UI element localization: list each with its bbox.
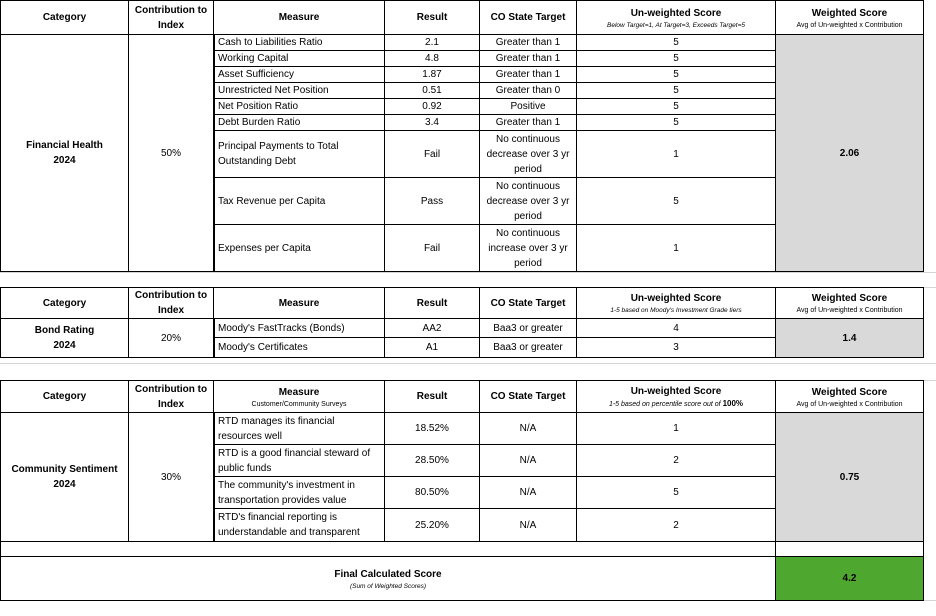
- result-cell: Fail: [385, 225, 480, 272]
- unweighted-score-cell: 4: [577, 319, 776, 338]
- header-weighted: [776, 0, 924, 35]
- unweighted-score-cell: 5: [577, 83, 776, 99]
- weighted-score-bond: 1.4: [776, 319, 924, 358]
- header-weighted: [776, 287, 924, 319]
- unweighted-score-cell: 1: [577, 225, 776, 272]
- target-cell: Greater than 0: [480, 83, 577, 99]
- header-measure-label: Measure: [278, 386, 320, 398]
- header-category: Category: [0, 380, 129, 413]
- header-unweighted-label: Un-weighted Score: [630, 7, 722, 19]
- spacer-row: [0, 542, 776, 557]
- result-cell: 3.4: [385, 115, 480, 131]
- header-weighted-label: Weighted Score: [811, 7, 888, 19]
- result-cell: Pass: [385, 178, 480, 225]
- unweighted-score-cell: 5: [577, 67, 776, 83]
- target-cell: Greater than 1: [480, 115, 577, 131]
- measure-cell: Debt Burden Ratio: [214, 115, 385, 131]
- result-cell: 4.8: [385, 51, 480, 67]
- header-unweighted: [577, 0, 776, 35]
- note-value: 100%: [722, 399, 744, 408]
- target-cell: N/A: [480, 509, 577, 542]
- target-cell: Positive: [480, 99, 577, 115]
- unweighted-score-cell: 5: [577, 115, 776, 131]
- unweighted-score-cell: 5: [577, 99, 776, 115]
- unweighted-score-cell: 1: [577, 131, 776, 178]
- header-unweighted-note: [609, 399, 743, 409]
- weighted-score-financial: 2.06: [776, 35, 924, 272]
- measure-cell: Moody's FastTracks (Bonds): [214, 319, 385, 338]
- header-unweighted-note: 1-5 based on Moody's Investment Grade tiers: [610, 307, 742, 314]
- header-contribution: Contribution to Index: [129, 287, 214, 319]
- measure-cell: Principal Payments to Total Outstanding Debt: [214, 131, 385, 178]
- header-target: CO State Target: [480, 380, 577, 413]
- header-measure: Measure: [214, 287, 385, 319]
- result-cell: 80.50%: [385, 477, 480, 509]
- header-target: CO State Target: [480, 0, 577, 35]
- result-cell: A1: [385, 338, 480, 358]
- category-year: 2024: [53, 479, 76, 490]
- measure-cell: Cash to Liabilities Ratio: [214, 35, 385, 51]
- result-cell: 0.92: [385, 99, 480, 115]
- gridline: [0, 272, 936, 273]
- header-unweighted-note: Below Target=1, At Target=3, Exceeds Target=5: [607, 21, 745, 29]
- measure-cell: RTD is a good financial steward of public funds: [214, 445, 385, 477]
- measure-cell: Unrestricted Net Position: [214, 83, 385, 99]
- measure-cell: Asset Sufficiency: [214, 67, 385, 83]
- target-cell: No continuous decrease over 3 yr period: [480, 131, 577, 178]
- result-cell: 28.50%: [385, 445, 480, 477]
- unweighted-score-cell: 5: [577, 477, 776, 509]
- header-weighted-note: Avg of Un-weighted x Contribution: [796, 400, 903, 408]
- unweighted-score-cell: 3: [577, 338, 776, 358]
- header-result: Result: [385, 0, 480, 35]
- unweighted-score-cell: 2: [577, 509, 776, 542]
- category-year: 2024: [53, 340, 76, 351]
- category-year: 2024: [53, 155, 76, 166]
- header-unweighted: [577, 287, 776, 319]
- header-category: Category: [0, 287, 129, 319]
- target-cell: Baa3 or greater: [480, 338, 577, 358]
- category-community-sentiment: [0, 413, 129, 542]
- target-cell: Greater than 1: [480, 67, 577, 83]
- unweighted-score-cell: 5: [577, 51, 776, 67]
- measure-cell: The community's investment in transportation provides value: [214, 477, 385, 509]
- unweighted-score-cell: 1: [577, 413, 776, 445]
- spacer-row-weighted: [776, 542, 924, 557]
- target-cell: Baa3 or greater: [480, 319, 577, 338]
- result-cell: 2.1: [385, 35, 480, 51]
- header-measure: Measure: [214, 0, 385, 35]
- target-cell: N/A: [480, 413, 577, 445]
- header-weighted: [776, 380, 924, 413]
- final-score-label-cell: [0, 557, 776, 601]
- header-weighted-label: Weighted Score: [811, 386, 888, 398]
- target-cell: No continuous decrease over 3 yr period: [480, 178, 577, 225]
- result-cell: Fail: [385, 131, 480, 178]
- result-cell: 25.20%: [385, 509, 480, 542]
- category-bond-rating: [0, 319, 129, 358]
- category-name: Bond Rating: [34, 325, 95, 336]
- final-score-value: 4.2: [776, 557, 924, 601]
- header-measure-note: Customer/Community Surveys: [251, 400, 347, 408]
- target-cell: Greater than 1: [480, 51, 577, 67]
- header-unweighted-label: Un-weighted Score: [630, 386, 722, 397]
- header-unweighted: [577, 380, 776, 413]
- header-target: CO State Target: [480, 287, 577, 319]
- target-cell: No continuous increase over 3 yr period: [480, 225, 577, 272]
- unweighted-score-cell: 2: [577, 445, 776, 477]
- header-result: Result: [385, 380, 480, 413]
- measure-cell: Working Capital: [214, 51, 385, 67]
- category-name: Community Sentiment: [11, 464, 118, 475]
- gridline: [0, 363, 936, 364]
- final-score-note: (Sum of Weighted Scores): [349, 582, 427, 590]
- result-cell: 18.52%: [385, 413, 480, 445]
- target-cell: N/A: [480, 477, 577, 509]
- result-cell: AA2: [385, 319, 480, 338]
- measure-cell: RTD manages its financial resources well: [214, 413, 385, 445]
- result-cell: 1.87: [385, 67, 480, 83]
- unweighted-score-cell: 5: [577, 35, 776, 51]
- result-cell: 0.51: [385, 83, 480, 99]
- final-score-label: Final Calculated Score: [334, 568, 442, 580]
- category-financial-health: [0, 35, 129, 272]
- note-prefix: 1-5 based on percentile score out of: [608, 401, 723, 408]
- header-result: Result: [385, 287, 480, 319]
- measure-cell: Moody's Certificates: [214, 338, 385, 358]
- header-measure: [214, 380, 385, 413]
- unweighted-score-cell: 5: [577, 178, 776, 225]
- target-cell: N/A: [480, 445, 577, 477]
- category-name: Financial Health: [26, 140, 103, 151]
- contribution-financial: 50%: [129, 35, 214, 272]
- header-unweighted-label: Un-weighted Score: [630, 293, 722, 304]
- header-weighted-note: Avg of Un-weighted x Contribution: [796, 21, 903, 29]
- measure-cell: RTD's financial reporting is understandable and transparent: [214, 509, 385, 542]
- header-category: Category: [0, 0, 129, 35]
- measure-cell: Expenses per Capita: [214, 225, 385, 272]
- header-weighted-note: Avg of Un-weighted x Contribution: [796, 307, 903, 314]
- header-contribution: Contribution to Index: [129, 380, 214, 413]
- target-cell: Greater than 1: [480, 35, 577, 51]
- contribution-community: 30%: [129, 413, 214, 542]
- header-weighted-label: Weighted Score: [811, 293, 888, 304]
- measure-cell: Net Position Ratio: [214, 99, 385, 115]
- weighted-score-community: 0.75: [776, 413, 924, 542]
- measure-cell: Tax Revenue per Capita: [214, 178, 385, 225]
- header-contribution: Contribution to Index: [129, 0, 214, 35]
- contribution-bond: 20%: [129, 319, 214, 358]
